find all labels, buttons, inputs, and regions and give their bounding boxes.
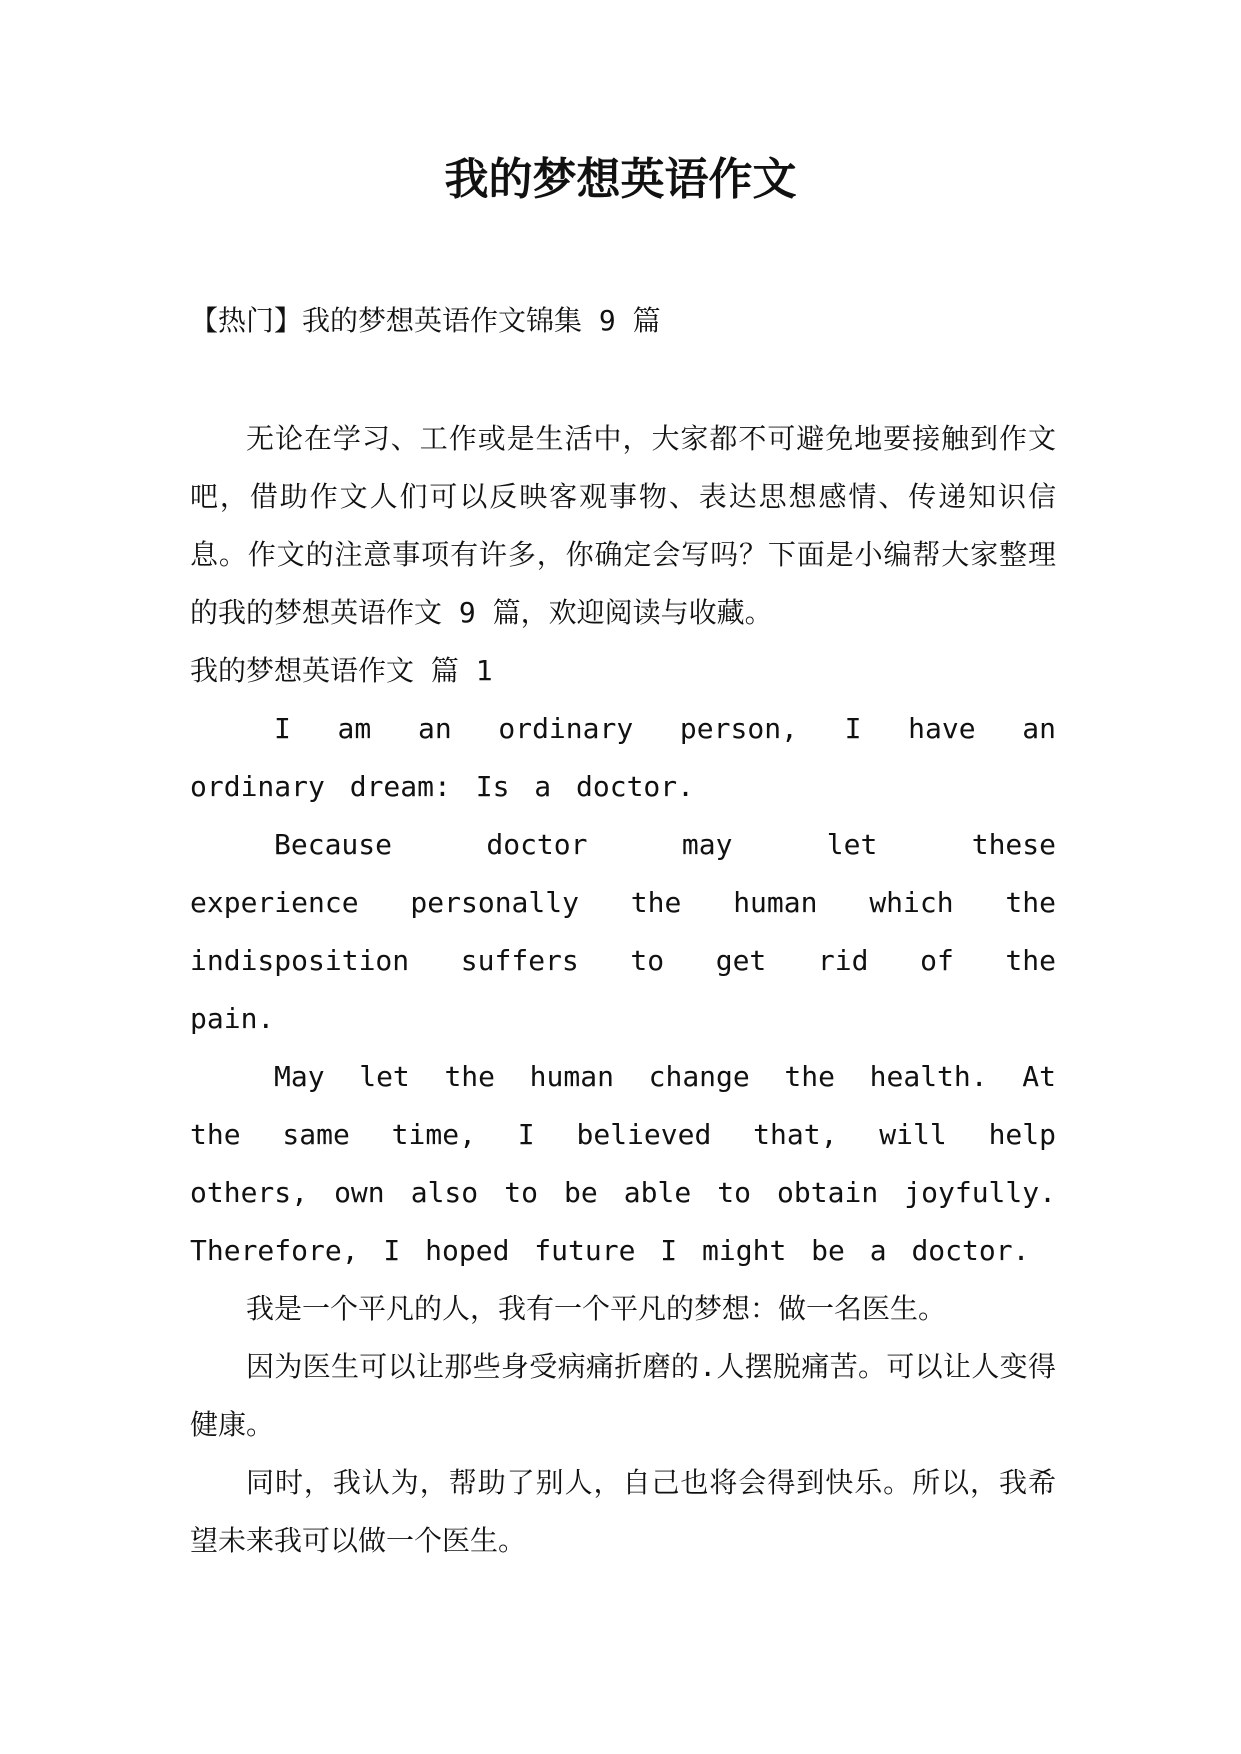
intro-paragraph: 无论在学习、工作或是生活中，大家都不可避免地要接触到作文吧，借助作文人们可以反映客观事物、表达思想感情、传递知识信息。作文的注意事项有许多，你确定会写吗？下面是小编帮大家整理的我的梦想英语作文 9 篇，欢迎阅读与收藏。: [190, 422, 1056, 629]
english-paragraph: Because doctor may let these experience personally the human which the indisposition suffers to get rid of the pain.: [190, 828, 1056, 1035]
document-title: 我的梦想英语作文: [444, 154, 797, 205]
english-paragraph: May let the human change the health. At the same time, I believed that, will help others, own also to be able to obtain joyfully. Therefore, I hoped future I might be a doctor.: [190, 1060, 1056, 1267]
english-paragraph: I am an ordinary person, I have an ordinary dream: Is a doctor.: [190, 712, 1056, 803]
chinese-paragraph: 同时，我认为，帮助了别人，自己也将会得到快乐。所以，我希望未来我可以做一个医生。: [190, 1466, 1056, 1557]
chinese-paragraph: 因为医生可以让那些身受病痛折磨的.人摆脱痛苦。可以让人变得健康。: [190, 1350, 1056, 1441]
document-body: [190, 292, 1056, 1570]
chinese-paragraph: 我是一个平凡的人，我有一个平凡的梦想：做一名医生。: [246, 1292, 947, 1325]
section-heading: 我的梦想英语作文 篇 1: [190, 654, 493, 687]
document-subtitle: 【热门】我的梦想英语作文锦集 9 篇: [190, 304, 661, 337]
